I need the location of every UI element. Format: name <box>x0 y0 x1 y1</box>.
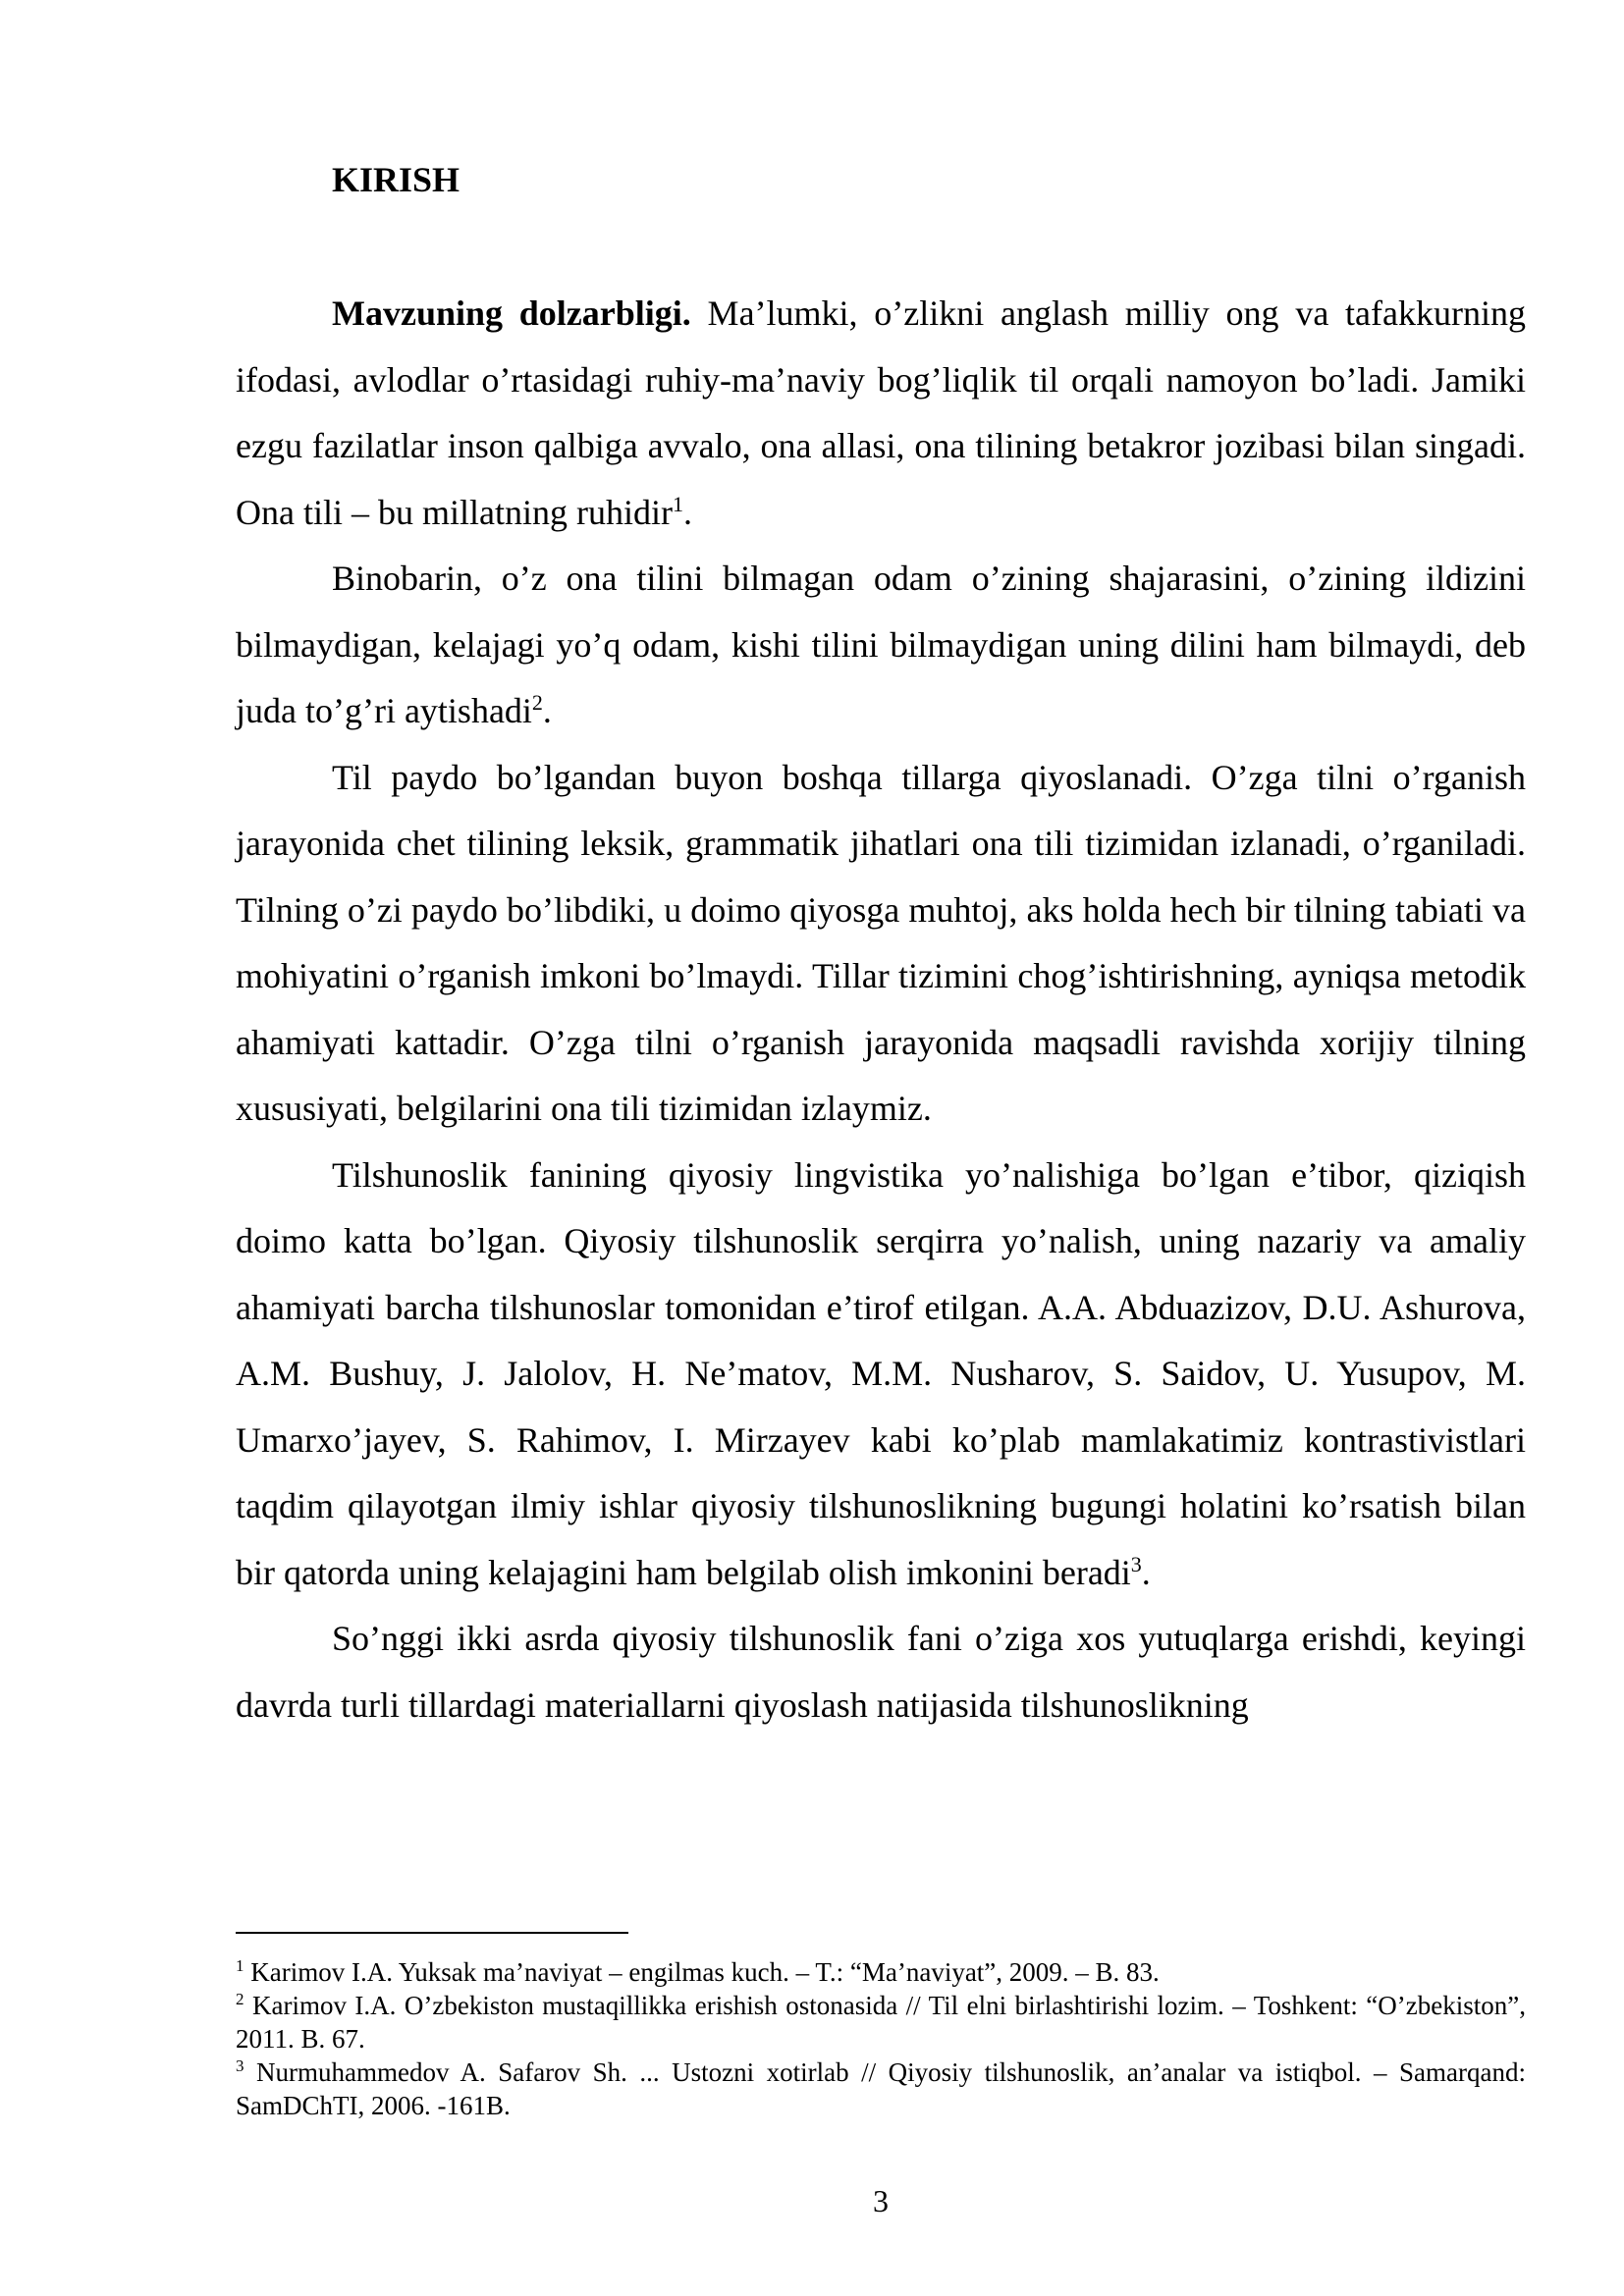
paragraph-tail: . <box>1141 1552 1151 1592</box>
paragraph-text: Til paydo bo’lgandan buyon boshqa tillarga qiyoslanadi. O’zga tilni o’rganish jarayonida chet tilining leksik, grammatik jihatlari ona tili tizimidan izlanadi, o’rganiladi. Tilning o’zi paydo bo’libdiki, u doimo qiyosga muhtoj, aks holda hech bir tilning tabiati va mohiyatini o’rganish imkoni bo’lmaydi. Tillar tizimini chog’ishtirishning, ayniqsa metodik ahamiyati kattadir. O’zga tilni o’rganish jarayonida maqsadli ravishda xorijiy tilning xususiyati, belgilarini ona tili tizimidan izlaymiz. <box>236 757 1526 1128</box>
footnote-number: 1 <box>236 1956 244 1975</box>
footnote-reference[interactable]: 1 <box>672 491 683 516</box>
paragraph-tail: . <box>682 492 692 532</box>
paragraph-lead: Mavzuning dolzarbligi. <box>332 294 691 333</box>
footnote-number: 3 <box>236 2056 244 2075</box>
paragraph-text: Tilshunoslik fanining qiyosiy lingvistika yo’nalishiga bo’lgan e’tibor, qiziqish doimo katta bo’lgan. Qiyosiy tilshunoslik serqirra yo’nalish, uning nazariy va amaliy ahamiyati barcha tilshunoslar tomonidan e’tirof etilgan. A.A. Abduazizov, D.U. Ashurova, A.M. Bushuy, J. Jalolov, H. Ne’matov, M.M. Nusharov, S. Saidov, U. Yusupov, M. Umarxo’jayev, S. Rahimov, I. Mirzayev kabi ko’plab mamlakatimiz kontrastivistlari taqdim qilayotgan ilmiy ishlar qiyosiy tilshunoslikning bugungi holatini ko’rsatish bilan bir qatorda uning kelajagini ham belgilab olish imkonini beradi <box>236 1154 1526 1592</box>
footnote-number: 2 <box>236 1990 244 2008</box>
paragraph-text: Binobarin, o’z ona tilini bilmagan odam o’zining shajarasini, o’zining ildizini bilmaydigan, kelajagi yo’q odam, kishi tilini bilmaydigan uning dilini ham bilmaydi, deb juda to’g’ri aytishadi <box>236 559 1526 730</box>
section-heading: KIRISH <box>332 160 460 199</box>
footnote <box>236 1989 1526 2056</box>
footnotes <box>236 1955 1526 2122</box>
footnote-text: Karimov I.A. O’zbekiston mustaqillikka erishish ostonasida // Til elni birlashtirishi lozim. – Toshkent: “O’zbekiston”, 2011. B. 67. <box>236 1991 1526 2054</box>
paragraph <box>236 745 1526 1143</box>
paragraph <box>236 546 1526 745</box>
footnote-reference[interactable]: 3 <box>1130 1551 1142 1576</box>
footnote-text: Karimov I.A. Yuksak ma’naviyat – engilmas kuch. – T.: “Ma’naviyat”, 2009. – B. 83. <box>244 1957 1160 1987</box>
footnote-text: Nurmuhammedov A. Safarov Sh. ... Ustozni xotirlab // Qiyosiy tilshunoslik, an’analar va istiqbol. – Samarqand: SamDChTI, 2006. -161B. <box>236 2057 1526 2120</box>
paragraph <box>236 1606 1526 1738</box>
footnote <box>236 2056 1526 2122</box>
paragraph <box>236 1143 1526 1607</box>
paragraph-tail: . <box>542 691 552 730</box>
footnote-separator <box>236 1932 628 1934</box>
body-text <box>236 281 1526 1738</box>
paragraph-relevance <box>236 281 1526 546</box>
page-number: 3 <box>873 2183 889 2218</box>
footnote <box>236 1955 1526 1989</box>
footnote-reference[interactable]: 2 <box>531 690 543 715</box>
paragraph-text: So’nggi ikki asrda qiyosiy tilshunoslik fani o’ziga xos yutuqlarga erishdi, keyingi davrda turli tillardagi materiallarni qiyoslash natijasida tilshunoslikning <box>236 1619 1526 1725</box>
paragraph-text: Ma’lumki, o’zlikni anglash milliy ong va tafakkurning ifodasi, avlodlar o’rtasidagi ruhiy-ma’naviy bog’liqlik til orqali namoyon bo’ladi. Jamiki ezgu fazilatlar inson qalbiga avvalo, ona allasi, ona tilining betakror jozibasi bilan singadi. Ona tili – bu millatning ruhidir <box>236 294 1526 532</box>
